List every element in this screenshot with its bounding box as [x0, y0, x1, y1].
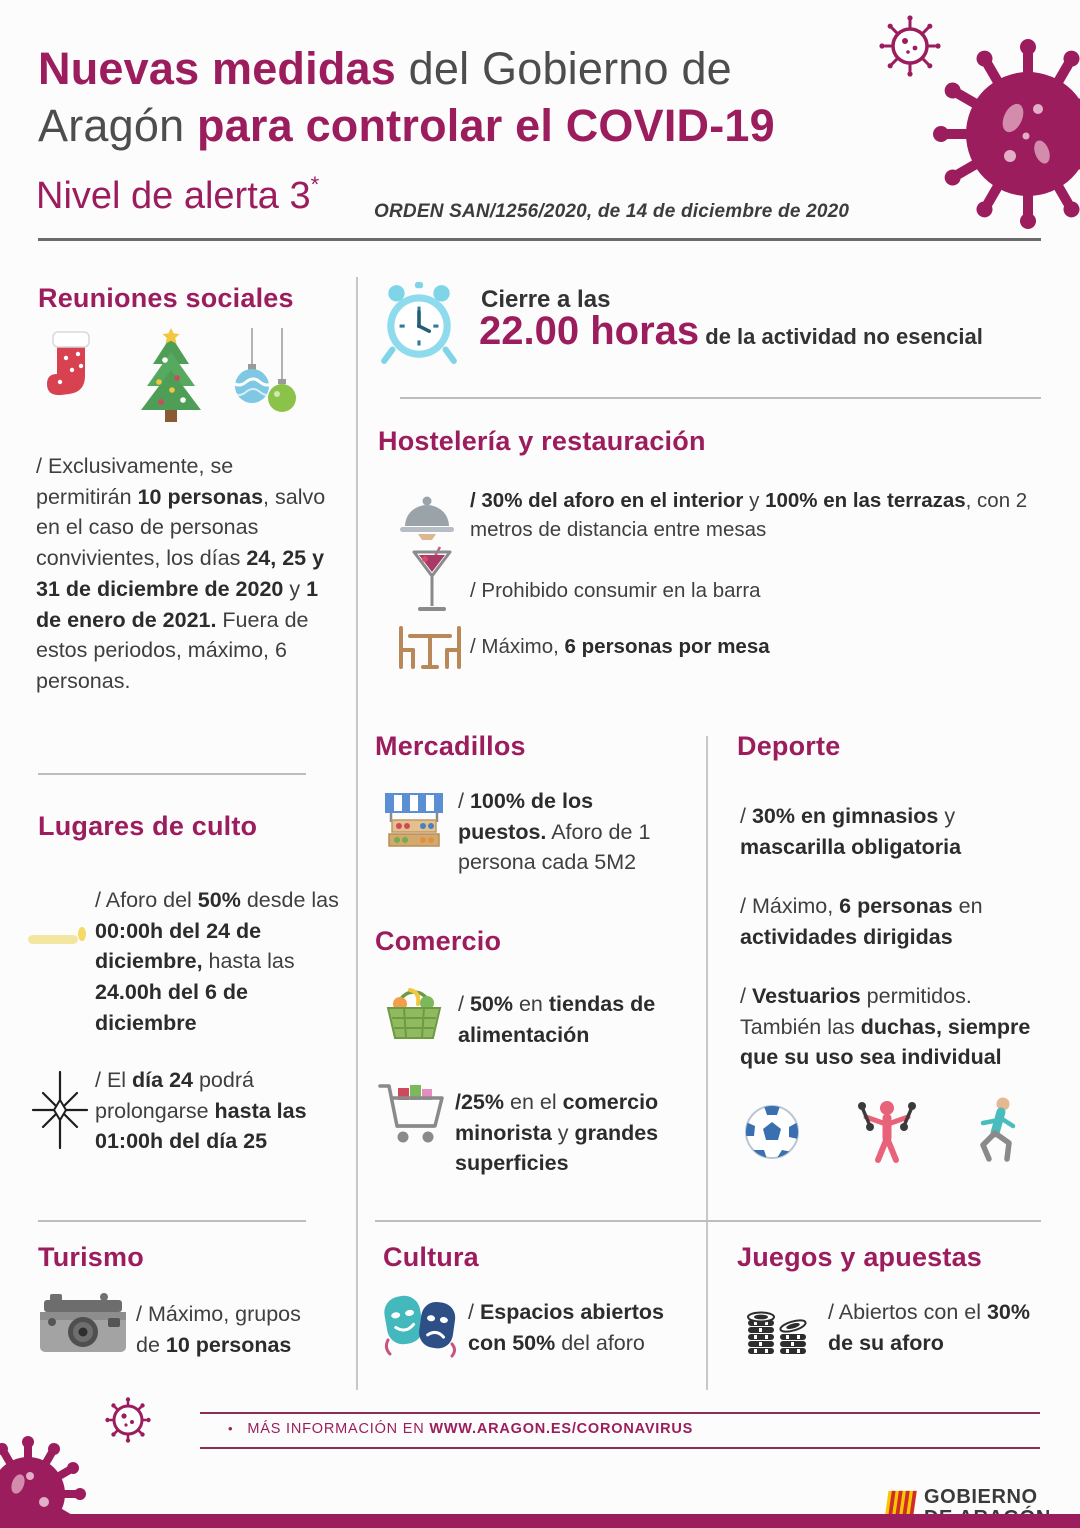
cultura-item-1: / Espacios abiertos con 50% del aforo — [468, 1300, 664, 1355]
deporte-item-3: / Vestuarios permitidos. También las duchas, siempre que su uso sea individual — [740, 984, 1031, 1070]
alert-level: Nivel de alerta 3* — [36, 172, 320, 217]
shopping-cart-icon — [376, 1080, 450, 1148]
section-title-deporte: Deporte — [737, 731, 841, 761]
page-title — [38, 40, 898, 154]
virus-decoration-bottom-left — [0, 1394, 190, 1514]
footer-info-prefix: MÁS INFORMACIÓN EN — [247, 1421, 430, 1437]
star-icon — [22, 1070, 98, 1150]
page-title-line2: Aragón para controlar el COVID-19 — [38, 100, 775, 152]
culto-item-2: / El día 24 podrá prolongarse hasta las 01:00h del día 25 — [95, 1068, 307, 1154]
market-stall-icon — [382, 790, 446, 852]
juegos-item-1: / Abiertos con el 30% de su aforo — [828, 1300, 1030, 1355]
footer-info — [228, 1421, 693, 1437]
footer-info-url: WWW.ARAGON.ES/CORONAVIRUS — [429, 1421, 694, 1437]
sports-icons — [740, 1090, 1040, 1172]
reuniones-rule — [38, 773, 306, 775]
christmas-stocking-icon — [47, 332, 89, 395]
footnote-mark: * — [310, 172, 320, 197]
page-title-line1: Nuevas medidas del Gobierno de — [38, 43, 732, 94]
column-divider-right — [706, 736, 708, 1390]
column-divider-left — [356, 277, 358, 1390]
curfew-line — [479, 309, 983, 354]
christmas-tree-icon — [141, 328, 201, 422]
section-title-comercio: Comercio — [375, 926, 502, 956]
government-line1: GOBIERNO — [924, 1486, 1038, 1508]
football-icon — [741, 1100, 802, 1166]
candle-icon — [28, 924, 90, 952]
section-title-juegos: Juegos y apuestas — [737, 1242, 983, 1272]
alarm-clock-icon — [376, 280, 462, 366]
comercio-item-1: / 50% en tiendas de alimentación — [458, 992, 656, 1047]
camera-icon — [36, 1290, 130, 1360]
virus-small-outline — [105, 1397, 150, 1442]
theater-masks-icon — [380, 1288, 462, 1360]
virus-solid — [0, 1436, 86, 1514]
virus-large — [933, 39, 1080, 229]
dumbbells-icon — [858, 1101, 916, 1160]
curfew-rule — [400, 397, 1041, 399]
christmas-icons — [36, 328, 301, 436]
hosteleria-item-2: / Prohibido consumir en la barra — [470, 579, 761, 602]
footer-rule-top — [200, 1412, 1040, 1414]
curfew-time: 22.00 horas — [479, 309, 700, 353]
section-title-hosteleria: Hostelería y restauración — [378, 426, 706, 456]
reuniones-text: / Exclusivamente, se permitirán 10 personas, salvo en el caso de personas convivientes, los días 24, 25 y 31 de diciembre de 2020 y 1 de enero de 2021. Fuera de estos periodos, máximo, 6 personas. — [36, 454, 326, 694]
bullet-icon: • — [228, 1421, 234, 1436]
curfew-intro: Cierre a las — [481, 286, 611, 313]
section-title-cultura: Cultura — [383, 1242, 479, 1272]
virus-small — [879, 15, 940, 76]
turismo-item-1: / Máximo, grupos de 10 personas — [136, 1302, 301, 1357]
serving-dish-icon — [398, 490, 456, 542]
deporte-item-2: / Máximo, 6 personas en actividades dirigidas — [740, 894, 983, 949]
turismo-rule — [38, 1220, 306, 1222]
hosteleria-item-1: / 30% del aforo en el interior y 100% en las terrazas, con 2 metros de distancia entre mesas — [470, 489, 1028, 542]
mercadillos-item-1: / 100% de los puestos. Aforo de 1 persona cada 5M2 — [458, 789, 651, 875]
hosteleria-item-3: / Máximo, 6 personas por mesa — [470, 635, 770, 658]
food-basket-icon — [382, 984, 446, 1044]
cocktail-icon — [410, 546, 454, 624]
deporte-item-1: / 30% en gimnasios y mascarilla obligatoria — [740, 804, 962, 859]
comercio-item-2: /25% en el comercio minorista y grandes superficies — [455, 1090, 659, 1176]
section-title-mercadillos: Mercadillos — [375, 731, 526, 761]
poker-chips-icon — [744, 1290, 812, 1358]
runner-icon — [983, 1098, 1013, 1160]
bottom-accent-bar — [0, 1514, 1080, 1528]
order-reference: ORDEN SAN/1256/2020, de 14 de diciembre de 2020 — [374, 201, 850, 222]
section-title-reuniones: Reuniones sociales — [38, 283, 294, 313]
curfew-suffix: de la actividad no esencial — [699, 324, 983, 349]
baubles-icon — [232, 328, 296, 412]
footer-rule-bottom — [200, 1447, 1040, 1449]
section-title-turismo: Turismo — [38, 1242, 144, 1272]
table-chairs-icon — [396, 624, 464, 672]
culto-item-1: / Aforo del 50% desde las 00:00h del 24 de diciembre, hasta las 24.00h del 6 de diciembre — [95, 888, 339, 1035]
bottom-row-rule — [375, 1220, 1041, 1222]
section-title-culto: Lugares de culto — [38, 811, 258, 841]
coronavirus-icon — [870, 6, 1080, 262]
